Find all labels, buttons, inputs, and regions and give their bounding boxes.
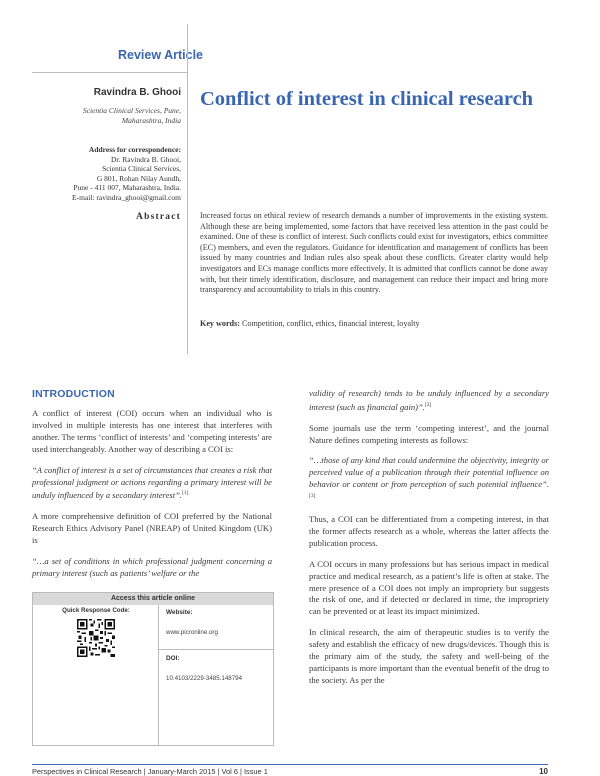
quote: “…a set of conditions in which professional judgment concerning a primary interest (such as patients’ welfare or the (32, 555, 272, 578)
access-box-separator (158, 649, 273, 650)
correspondence-block (21, 145, 181, 203)
abstract-label: Abstract (136, 212, 181, 222)
correspondence-line: Pune - 411 007, Maharashtra, India. (73, 183, 181, 193)
doi-link[interactable]: 10.4103/2229-3485.148794 (166, 675, 243, 682)
correspondence-line: G 801, Rohan Nilay Aundh, (96, 173, 181, 183)
reference-marker[interactable]: [2] (424, 401, 432, 408)
correspondence-heading: Address for correspondence: (88, 145, 181, 154)
article-title: Conflict of interest in clinical research (200, 88, 534, 110)
section-heading-introduction: INTRODUCTION (32, 388, 115, 400)
quote (309, 455, 549, 504)
correspondence-line: Scientia Clinical Services, (102, 164, 181, 174)
paragraph: Thus, a COI can be differentiated from a competing interest, in that the former affects research as a whole, whereas the latter affects the publication process. (309, 513, 549, 548)
affiliation-line: Maharashtra, India (121, 116, 181, 125)
reference-marker[interactable]: [1] (182, 490, 189, 497)
website-label: Website: (166, 609, 193, 616)
correspondence-email[interactable]: E-mail: ravindra_ghooi@gmail.com (72, 192, 181, 202)
keywords-label: Key words: (200, 319, 240, 328)
doi-label: DOI: (166, 655, 180, 662)
qr-code-label: Quick Response Code: (62, 607, 130, 614)
reference-marker[interactable]: [3] (309, 493, 316, 500)
quote (32, 465, 272, 503)
paragraph: In clinical research, the aim of therapeutic studies is to verify the safety and establish the efficacy of new drugs/devices. Though this is the primary aim of the study, the safety and well-being of the participants is more important than the eventual benefit of the drug to the society. As per the (309, 627, 549, 685)
column-divider (187, 24, 188, 354)
page-number: 10 (539, 767, 548, 776)
footer-journal-info: Perspectives in Clinical Research | January-March 2015 | Vol 6 | Issue 1 (32, 767, 268, 776)
paragraph: A COI occurs in many professions but has serious impact in medical practice and medical research, as a patient’s life is often at stake. The mere presence of a COI does not imply an impropriety but suggests the risk of one, and if detected or declared in time, the impropriety can be prevented or at least its impact minimized. (309, 558, 549, 617)
access-box-divider (158, 605, 159, 745)
qr-code-icon[interactable] (77, 619, 115, 657)
quote-text: “…those of any kind that could undermine the objectivity, integrity or perceived value of a publication through their potential influence on behavior or content or from perception of such potential influence”. (309, 455, 549, 490)
website-link[interactable]: www.picronline.org (166, 629, 218, 636)
affiliation-line: Scientia Clinical Services, Pune, (82, 106, 181, 115)
abstract-text: Increased focus on ethical review of research demands a number of improvements in the existing system. Although these are being implemented, some factors that have received less attention in the past could be examined. One of these is conflict of interest. Such conflicts could exist for investigators, ethics committee (EC) members, and even the regulators. Guidance for identification and management of conflicts has been issued by many countries and Indian rules also speak about these conflicts. Greater clarity would help investigators and ECs manage conflicts more effectively. It is admitted that conflicts cannot be done away with, but their timely identification, disclosure, and management can reduce their impact and bring more transparency and accountability to trials in this country. (200, 211, 548, 295)
section-label: Review Article (118, 48, 203, 62)
paragraph: A conflict of interest (COI) occurs when an individual who is involved in multiple interests has one interest that interferes with another. The terms ‘conflict of interests’ and ‘competing interests’ are used interchangeably. Another way of describing a COI is: (32, 408, 272, 454)
quote (309, 388, 549, 414)
quote-text: “A conflict of interest is a set of circumstances that creates a risk that professional judgment or actions regarding a primary interest will be unduly influenced by a secondary interest”. (32, 464, 272, 501)
footer-rule (32, 764, 548, 765)
author-block (21, 87, 181, 126)
keywords-value: Competition, conflict, ethics, financial interest, loyalty (241, 319, 420, 328)
author-name: Ravindra B. Ghooi (93, 87, 181, 98)
paragraph: A more comprehensive definition of COI preferred by the National Research Ethics Advisory Panel (NREAP) of United Kingdom (UK) is (32, 511, 272, 546)
header-rule (32, 72, 187, 73)
access-box-heading: Access this article online (33, 593, 273, 605)
quote-text: validity of research) tends to be unduly influenced by a secondary interest (such as financial gain)”. (309, 388, 549, 412)
paragraph: Some journals use the term ‘competing interest’, and the journal Nature defines competing interests as follows: (309, 422, 549, 445)
access-article-box (32, 592, 274, 746)
body-column-left (32, 408, 272, 589)
keywords-line (200, 319, 560, 328)
body-column-right (309, 388, 549, 696)
correspondence-line: Dr. Ravindra B. Ghooi, (111, 154, 181, 164)
